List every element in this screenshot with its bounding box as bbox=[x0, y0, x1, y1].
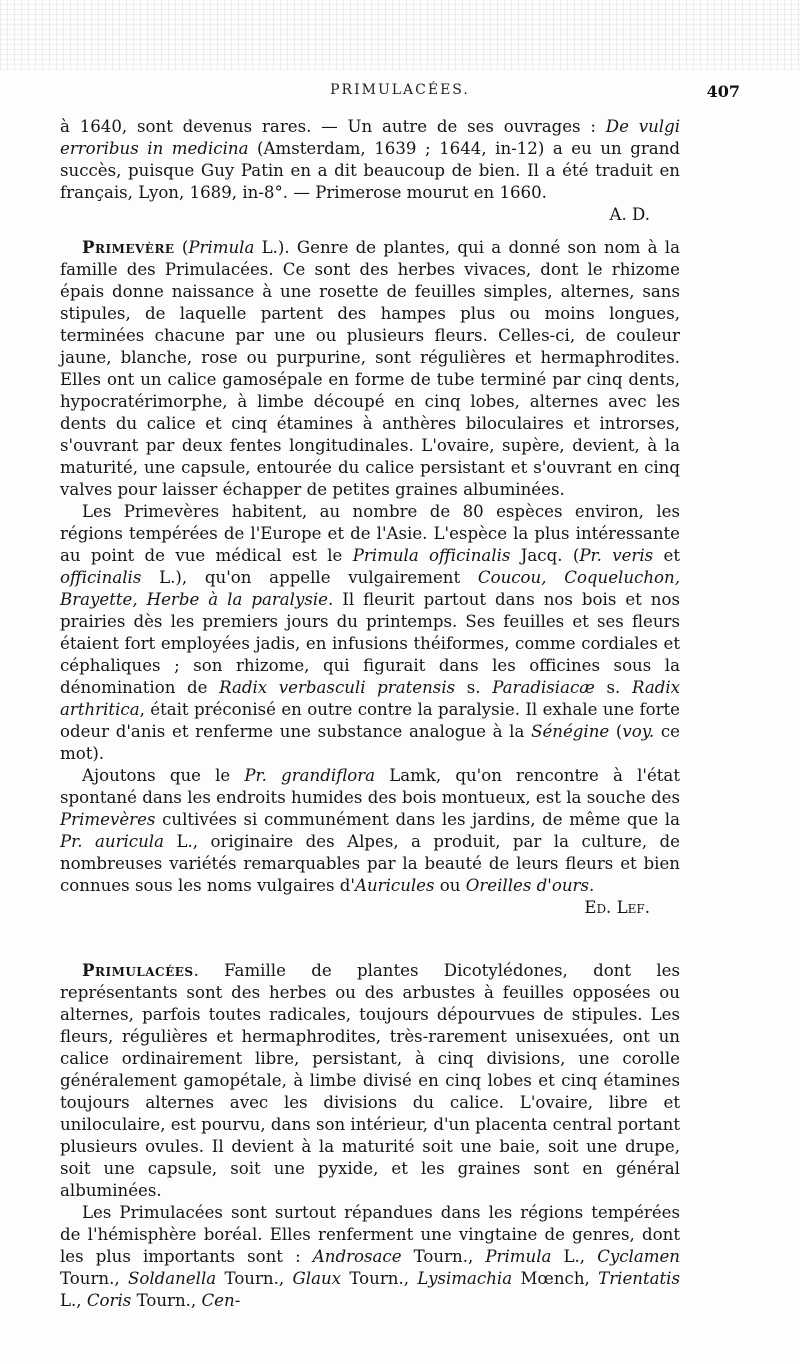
primulacees-p2-italic-2: Primula bbox=[485, 1247, 552, 1266]
page-text bbox=[60, 116, 680, 1312]
primevere-p2-italic-3: officinalis bbox=[60, 568, 142, 587]
primulacees-p2-italic-8: Coris bbox=[86, 1291, 132, 1310]
primevere-p2-italic-2: Pr. veris bbox=[579, 546, 654, 565]
primulacees-p2-italic-7: Trientatis bbox=[598, 1269, 681, 1288]
primevere-p3-italic-3: Pr. auricula bbox=[60, 832, 164, 851]
primevere-p1-text-2: L.). Genre de plantes, qui a donné son nom à la famille des Primulacées. Ce sont des herbes vivaces, dont le rhizome épais donne naissance à une rosette de feuilles simples, alternes, sans stipules, de laquelle partent des hampes plus ou moins longues, terminées chacune par une ou plusieurs fleurs. Celles-ci, de couleur jaune, blanche, rose ou purpurine, sont régulières et hermaphrodites. Elles ont un calice gamosépale en forme de tube terminé par cinq dents, hypocratérimorphe, à limbe découpé en cinq lobes, alternes avec les dents du calice et cinq étamines à anthères biloculaires et introrses, s'ouvrant par deux fentes longitudinales. L'ovaire, supère, devient, à la maturité, une capsule, entourée du calice persistant et s'ouvrant en cinq valves pour laisser échapper de petites graines albuminées. bbox=[60, 238, 680, 499]
primevere-p2-italic-4: Coucou, Coqueluchon, Brayette, Herbe à la paralysie bbox=[60, 568, 680, 609]
primulacees-p2-text-7: Mœnch, bbox=[512, 1269, 599, 1288]
intro-book-title: De vulgi erroribus in medicina bbox=[60, 117, 681, 158]
primulacees-p2-text-5: Tourn., bbox=[216, 1269, 293, 1288]
primevere-p2-text-9: ( bbox=[609, 722, 623, 741]
intro-text-2: (Amsterdam, 1639 ; 1644, in-12) a eu un grand succès, puisque Guy Patin en a dit beaucoup de bien. Il a été traduit en français, Lyon, 1689, in-8°. — Primerose mourut en 1660. bbox=[60, 139, 681, 202]
page-header bbox=[60, 82, 740, 108]
primevere-p2-italic-5: Radix verbasculi pratensis bbox=[219, 678, 456, 697]
primulacees-paragraph-1 bbox=[60, 959, 680, 1202]
primevere-p2-italic-1: Primula officinalis bbox=[352, 546, 511, 565]
primulacees-p2-italic-5: Glaux bbox=[292, 1269, 342, 1288]
primevere-p2-text-5: . Il fleurit partout dans nos bois et nos prairies dès les premiers jours du printemps. Ses feuilles et ses fleurs étaient fort employées jadis, en infusions théiformes, comme cordiales et céphaliques ; son rhizome, qui figurait dans les officines sous la dénomination de bbox=[60, 590, 680, 697]
primevere-p2-text-8: , était préconisé en outre contre la paralysie. Il exhale une forte odeur d'anis et renferme une substance analogue à la bbox=[60, 700, 680, 741]
primulacees-p1-text: . Famille de plantes Dicotylédones, dont les représentants sont des herbes ou des arbustes à feuilles opposées ou alternes, parfois toutes radicales, toujours dépourvues de stipules. Les fleurs, régulières et hermaphrodites, très-rarement unisexuées, ont un calice ordinairement libre, persistant, à cinq divisions, une corolle généralement gamopétale, à limbe divisé en cinq lobes et cinq étamines toujours alternes avec les divisions du calice. L'ovaire, libre et uniloculaire, est pourvu, dans son intérieur, d'un placenta central portant plusieurs ovules. Il devient à la maturité soit une baie, soit une drupe, soit une capsule, soit une pyxide, et les graines sont en général albuminées. bbox=[60, 961, 680, 1200]
primevere-signature: Ed. Lef. bbox=[584, 898, 650, 917]
primevere-p1-text-1: ( bbox=[174, 238, 189, 257]
primulacees-p2-text-2: Tourn., bbox=[401, 1247, 486, 1266]
scan-noise bbox=[0, 0, 800, 70]
primulacees-p2-text-8: L., bbox=[60, 1291, 87, 1310]
primulacees-headword: Primulacées bbox=[82, 960, 194, 980]
primevere-p3-text-6: . bbox=[588, 876, 595, 895]
primulacees-p2-text-1: Les Primulacées sont surtout répandues dans les régions tempérées de l'hémisphère boréal. Elles renferment une vingtaine de genres, dont les plus importants sont : bbox=[60, 1203, 680, 1266]
intro-text-1: à 1640, sont devenus rares. — Un autre de ses ouvrages : bbox=[60, 117, 606, 136]
primevere-p2-italic-6: Paradisiacæ bbox=[492, 678, 595, 697]
intro-signature: A. D. bbox=[609, 205, 650, 224]
primevere-p3-italic-4: Auricules bbox=[354, 876, 435, 895]
page-number: 407 bbox=[706, 82, 740, 101]
primevere-p3-text-1: Ajoutons que le bbox=[82, 766, 245, 785]
primevere-p3-italic-2: Primevères bbox=[60, 810, 156, 829]
primevere-p2-italic-8: Sénégine bbox=[531, 722, 610, 741]
running-head: PRIMULACÉES. bbox=[330, 82, 470, 98]
intro-paragraph bbox=[60, 116, 680, 204]
primevere-paragraph-3 bbox=[60, 765, 680, 897]
primevere-p3-italic-1: Pr. grandiflora bbox=[244, 766, 376, 785]
primevere-p2-text-4: L.), qu'on appelle vulgairement bbox=[141, 568, 478, 587]
primevere-p3-text-3: cultivées si communément dans les jardins, de même que la bbox=[155, 810, 680, 829]
primulacees-p2-italic-1: Androsace bbox=[312, 1247, 402, 1266]
primevere-p3-text-5: ou bbox=[434, 876, 466, 895]
primevere-p3-italic-5: Oreilles d'ours bbox=[465, 876, 589, 895]
primevere-paragraph-2 bbox=[60, 501, 680, 765]
primevere-headword: Primevère bbox=[82, 237, 175, 257]
entry-separator bbox=[60, 919, 680, 959]
primulacees-p2-italic-6: Lysimachia bbox=[417, 1269, 513, 1288]
primulacees-p2-italic-9: Cen- bbox=[201, 1291, 241, 1310]
primevere-signature-line bbox=[60, 897, 680, 919]
primulacees-p2-text-3: L., bbox=[551, 1247, 598, 1266]
primevere-paragraph-1 bbox=[60, 236, 680, 501]
primevere-p3-text-2: Lamk, qu'on rencontre à l'état spontané dans les endroits humides des bois montueux, est la souche des bbox=[60, 766, 680, 807]
primevere-p2-italic-9: voy. bbox=[622, 722, 655, 741]
primulacees-p2-italic-3: Cyclamen bbox=[597, 1247, 680, 1266]
primevere-p2-text-6: s. bbox=[455, 678, 493, 697]
primevere-p2-text-7: s. bbox=[594, 678, 632, 697]
primevere-p2-text-10: ce mot). bbox=[60, 722, 681, 763]
primulacees-p2-italic-4: Soldanella bbox=[127, 1269, 217, 1288]
primulacees-paragraph-2 bbox=[60, 1202, 680, 1312]
primulacees-p2-text-4: Tourn., bbox=[60, 1269, 128, 1288]
primevere-p2-text-1: Les Primevères habitent, au nombre de 80 espèces environ, les régions tempérées de l'Europe et de l'Asie. L'espèce la plus intéressante au point de vue médical est le bbox=[60, 502, 680, 565]
primevere-p2-italic-7: Radix arthritica bbox=[60, 678, 681, 719]
primevere-p2-text-2: Jacq. ( bbox=[510, 546, 580, 565]
primulacees-p2-text-9: Tourn., bbox=[131, 1291, 202, 1310]
intro-signature-line bbox=[60, 204, 680, 226]
primevere-p3-text-4: L., originaire des Alpes, a produit, par la culture, de nombreuses variétés remarquables par la beauté de leurs fleurs et bien connues sous les noms vulgaires d' bbox=[60, 832, 681, 895]
primevere-p1-italic-1: Primula bbox=[188, 238, 255, 257]
primulacees-p2-text-6: Tourn., bbox=[341, 1269, 418, 1288]
primevere-p2-text-3: et bbox=[653, 546, 681, 565]
